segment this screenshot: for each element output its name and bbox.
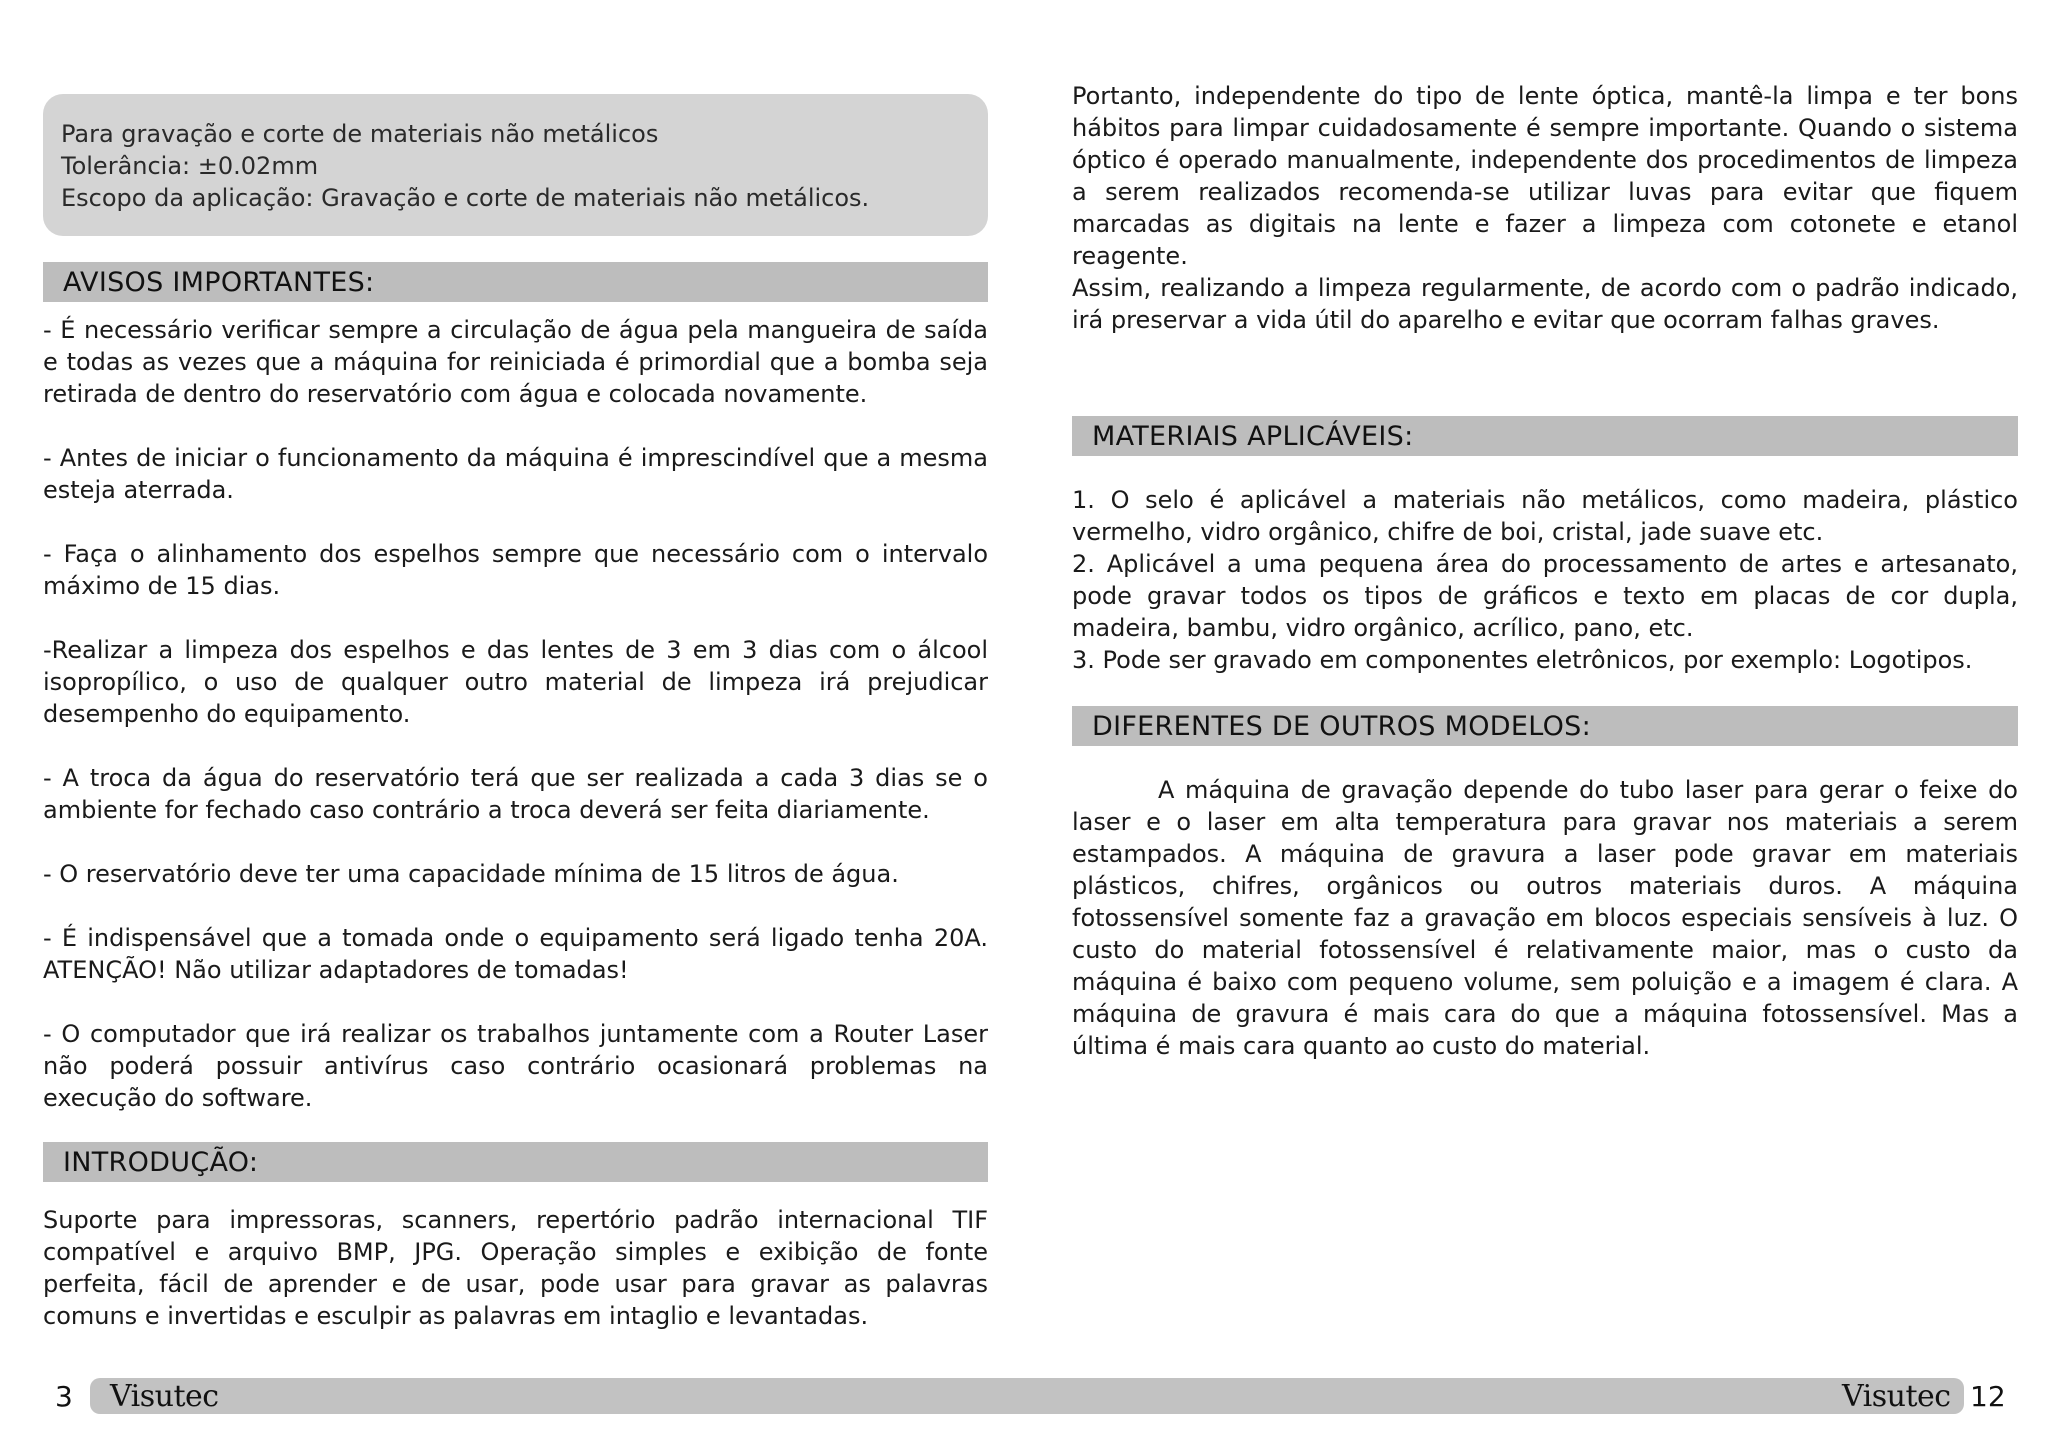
materiais-heading: MATERIAIS APLICÁVEIS: [1072, 416, 2018, 456]
introducao-text: Suporte para impressoras, scanners, repertório padrão internacional TIF compatível e arquivo BMP, JPG. Operação simples e exibição de fonte perfeita, fácil de aprender e de usar, pode usar para gravar as palavras comuns e invertidas e esculpir as palavras em intaglio e levantadas. [43, 1206, 988, 1330]
aviso-item: - É necessário verificar sempre a circulação de água pela mangueira de saída e todas as vezes que a máquina for reiniciada é primordial que a bomba seja retirada de dentro do reservatório com água e colocada novamente. [43, 316, 988, 408]
spec-box [43, 94, 988, 236]
avisos-heading: AVISOS IMPORTANTES: [43, 262, 988, 302]
aviso-item: - A troca da água do reservatório terá que ser realizada a cada 3 dias se o ambiente for fechado caso contrário a troca deverá ser feita diariamente. [43, 764, 988, 824]
footer-bar [90, 1378, 1964, 1414]
brand-logo-right: Visutec [1842, 1379, 1951, 1414]
spec-line-3: Escopo da aplicação: Gravação e corte de materiais não metálicos. [61, 184, 870, 212]
material-item: 1. O selo é aplicável a materiais não metálicos, como madeira, plástico vermelho, vidro orgânico, chifre de boi, cristal, jade suave etc. [1072, 486, 2018, 546]
introducao-heading: INTRODUÇÃO: [43, 1142, 988, 1182]
aviso-item: -Realizar a limpeza dos espelhos e das lentes de 3 em 3 dias com o álcool isopropílico, o uso de qualquer outro material de limpeza irá prejudicar desempenho do equipamento. [43, 636, 988, 728]
right-intro-p1: Portanto, independente do tipo de lente óptica, mantê-la limpa e ter bons hábitos para limpar cuidadosamente é sempre importante. Quando o sistema óptico é operado manualmente, independente dos procedimentos de limpeza a serem realizados recomenda-se utilizar luvas para evitar que fiquem marcadas as digitais na lente e fazer a limpeza com cotonete e etanol reagente. [1072, 82, 2018, 270]
brand-logo-left: Visutec [110, 1379, 219, 1414]
page-number-left: 3 [55, 1380, 73, 1413]
spec-line-2: Tolerância: ±0.02mm [61, 152, 319, 180]
diferentes-heading: DIFERENTES DE OUTROS MODELOS: [1072, 706, 2018, 746]
right-page [1072, 80, 2018, 1062]
material-item: 2. Aplicável a uma pequena área do processamento de artes e artesanato, pode gravar todos os tipos de gráficos e texto em placas de cor dupla, madeira, bambu, vidro orgânico, acrílico, pano, etc. [1072, 550, 2018, 642]
spec-line-1: Para gravação e corte de materiais não metálicos [61, 120, 659, 148]
page-number-right: 12 [1970, 1380, 2006, 1413]
aviso-item: - O computador que irá realizar os trabalhos juntamente com a Router Laser não poderá possuir antivírus caso contrário ocasionará problemas na execução do software. [43, 1020, 988, 1112]
aviso-item: - O reservatório deve ter uma capacidade mínima de 15 litros de água. [43, 860, 899, 888]
aviso-item: - Faça o alinhamento dos espelhos sempre que necessário com o intervalo máximo de 15 dias. [43, 540, 988, 600]
left-page [43, 94, 988, 1332]
right-intro-p2: Assim, realizando a limpeza regularmente, de acordo com o padrão indicado, irá preservar a vida útil do aparelho e evitar que ocorram falhas graves. [1072, 274, 2018, 334]
diferentes-text: A máquina de gravação depende do tubo laser para gerar o feixe do laser e o laser em alta temperatura para gravar nos materiais a serem estampados. A máquina de gravura a laser pode gravar em materiais plásticos, chifres, orgânicos ou outros materiais duros. A máquina fotossensível somente faz a gravação em blocos especiais sensíveis à luz. O custo do material fotossensível é relativamente maior, mas o custo da máquina é baixo com pequeno volume, sem poluição e a imagem é clara. A máquina de gravura é mais cara do que a máquina fotossensível. Mas a última é mais cara quanto ao custo do material. [1072, 776, 2018, 1060]
aviso-item: - Antes de iniciar o funcionamento da máquina é imprescindível que a mesma esteja aterrada. [43, 444, 988, 504]
material-item: 3. Pode ser gravado em componentes eletrônicos, por exemplo: Logotipos. [1072, 646, 1973, 674]
aviso-item: - É indispensável que a tomada onde o equipamento será ligado tenha 20A. ATENÇÃO! Não utilizar adaptadores de tomadas! [43, 924, 988, 984]
